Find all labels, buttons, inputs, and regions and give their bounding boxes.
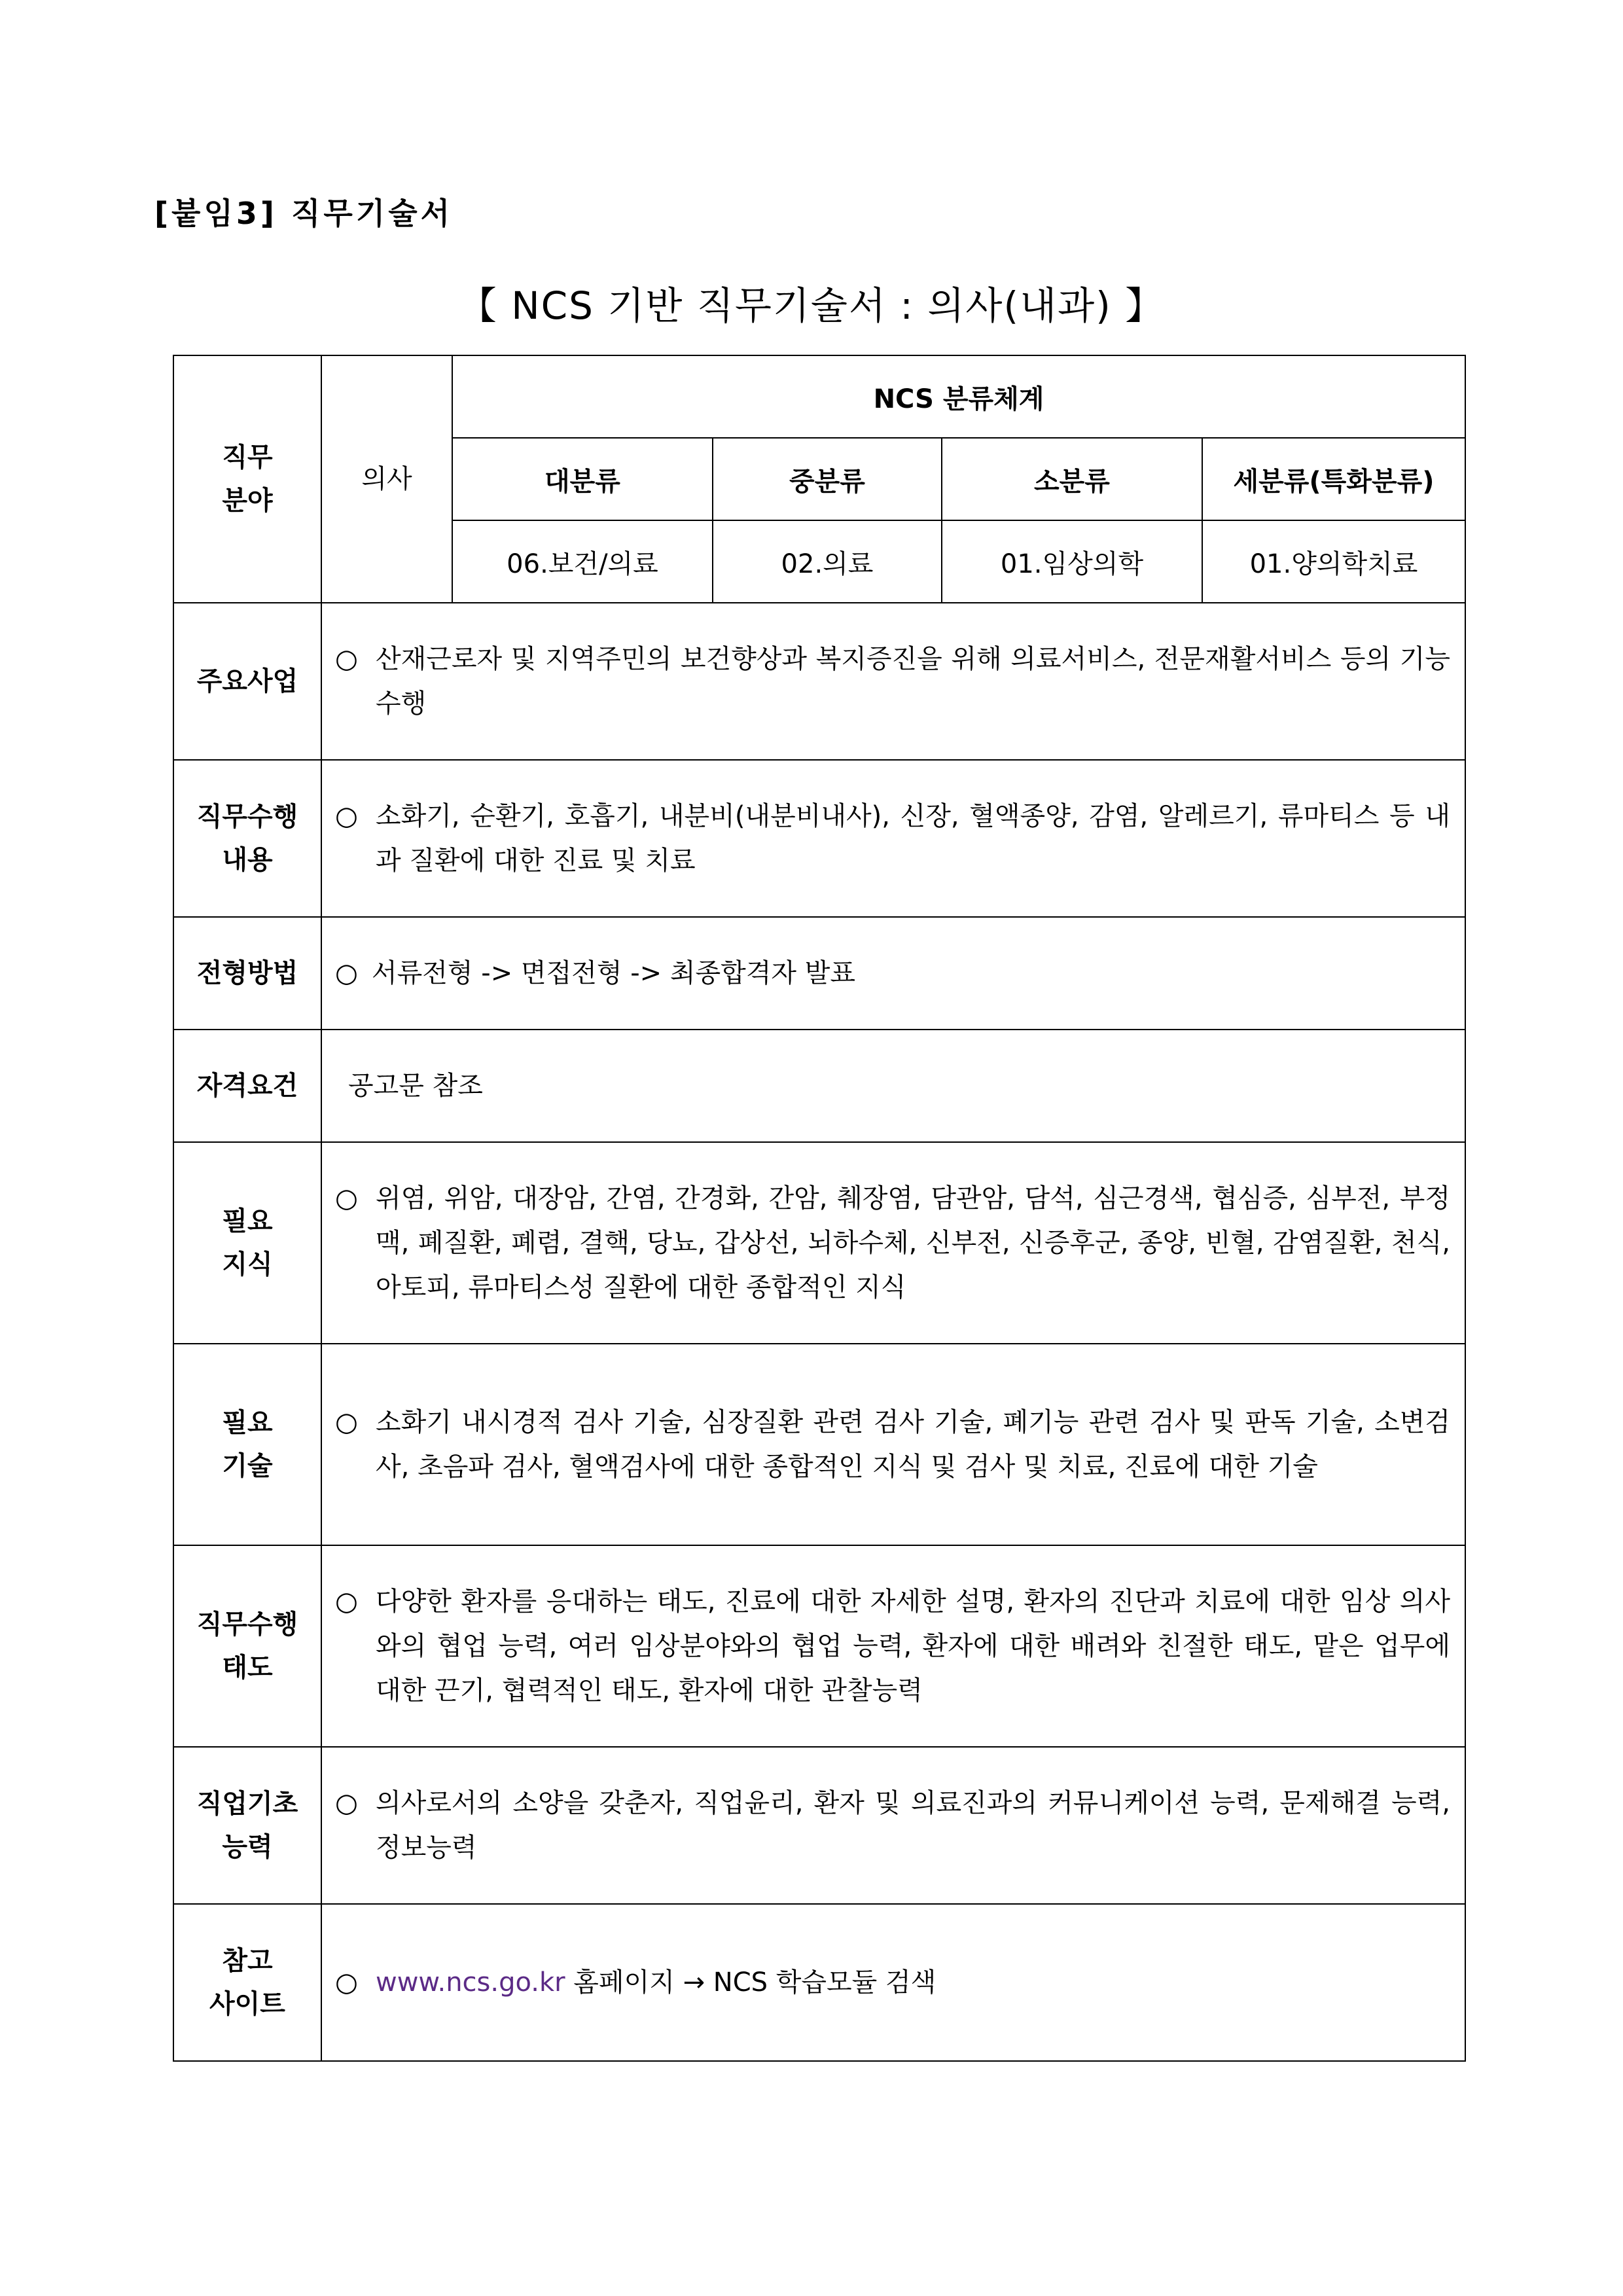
row-text: 위염, 위암, 대장암, 간염, 간경화, 간암, 췌장염, 담관암, 담석, 심근경색, 협심증, 심부전, 부정맥, 폐질환, 폐렴, 결핵, 당뇨, 갑상선, 뇌하수체, 신부전, 신증후군, 종양, 빈혈, 감염질환, 천식, 아토피, 류마티스성 질환에 대한 종합적인 지식: [376, 1183, 1450, 1302]
bullet-icon: ○: [335, 1788, 358, 1818]
row-label: [173, 1747, 321, 1904]
row-selection-method: [173, 917, 1465, 1030]
row-content: [321, 1545, 1465, 1747]
row-label: [173, 1904, 321, 2061]
row-content: [321, 1747, 1465, 1904]
row-duty-attitude: [173, 1545, 1465, 1747]
ncs-sub-category-value: 01.양의학치료: [1202, 520, 1465, 603]
row-text: 서류전형 -> 면접전형 -> 최종합격자 발표: [372, 958, 856, 988]
row-label: [173, 1545, 321, 1747]
bullet-icon: ○: [335, 1183, 358, 1213]
row-text: 홈페이지 → NCS 학습모듈 검색: [565, 1967, 936, 1998]
row-text: 소화기, 순환기, 호흡기, 내분비(내분비내사), 신장, 혈액종양, 감염, 알레르기, 류마티스 등 내과 질환에 대한 진료 및 치료: [376, 801, 1450, 876]
row-content: [321, 1030, 1465, 1142]
row-label: [173, 760, 321, 917]
row-basic-competency: [173, 1747, 1465, 1904]
ncs-minor-category-header: 소분류: [942, 438, 1202, 520]
ncs-major-category-header: 대분류: [452, 438, 713, 520]
job-field-label: [173, 355, 321, 603]
row-qualifications: [173, 1030, 1465, 1142]
row-text: 소화기 내시경적 검사 기술, 심장질환 관련 검사 기술, 폐기능 관련 검사 및 판독 기술, 소변검사, 초음파 검사, 혈액검사에 대한 종합적인 지식 및 검사 및 치료, 진료에 대한 기술: [376, 1407, 1450, 1482]
row-label-text: 주요사업: [196, 666, 298, 696]
row-label-text: 직업기초 능력: [196, 1789, 298, 1862]
row-text: 공고문 참조: [348, 1071, 483, 1101]
bullet-icon: ○: [335, 1587, 358, 1617]
row-label-text: 직무수행 내용: [196, 802, 298, 875]
bullet-icon: ○: [335, 958, 358, 988]
job-field-value: 의사: [321, 355, 452, 603]
row-content: [321, 603, 1465, 760]
row-label-text: 직무수행 태도: [196, 1609, 298, 1683]
row-label-text: 필요 기술: [222, 1408, 273, 1481]
row-main-business: [173, 603, 1465, 760]
ncs-website-link[interactable]: www.ncs.go.kr: [376, 1967, 565, 1998]
row-content: [321, 917, 1465, 1030]
document-title: 【 NCS 기반 직무기술서 : 의사(내과) 】: [458, 283, 1165, 328]
row-label: [173, 917, 321, 1030]
row-label: [173, 1030, 321, 1142]
bullet-icon: ○: [335, 1967, 358, 1998]
job-field-label-text: 직무 분야: [222, 442, 273, 516]
row-text: 산재근로자 및 지역주민의 보건향상과 복지증진을 위해 의료서비스, 전문재활서비스 등의 기능 수행: [376, 644, 1450, 719]
row-content: [321, 1904, 1465, 2061]
ncs-middle-category-value: 02.의료: [713, 520, 942, 603]
row-text: 의사로서의 소양을 갖춘자, 직업윤리, 환자 및 의료진과의 커뮤니케이션 능력, 문제해결 능력, 정보능력: [376, 1788, 1450, 1863]
row-label-text: 전형방법: [196, 958, 298, 988]
bullet-icon: ○: [335, 801, 358, 831]
row-duty-content: [173, 760, 1465, 917]
row-label-text: 참고 사이트: [209, 1946, 285, 2019]
row-content: [321, 760, 1465, 917]
ncs-major-category-value: 06.보건/의료: [452, 520, 713, 603]
row-label-text: 자격요건: [196, 1071, 298, 1101]
job-description-table: [173, 355, 1466, 2062]
row-content: [321, 1344, 1465, 1545]
ncs-sub-category-header: 세분류(특화분류): [1202, 438, 1465, 520]
ncs-middle-category-header: 중분류: [713, 438, 942, 520]
row-label: [173, 1142, 321, 1344]
row-required-skills: [173, 1344, 1465, 1545]
bullet-icon: ○: [335, 1407, 358, 1437]
row-label-text: 필요 지식: [222, 1206, 273, 1280]
row-required-knowledge: [173, 1142, 1465, 1344]
row-label: [173, 603, 321, 760]
attachment-heading: [붙임3] 직무기술서: [154, 196, 454, 231]
row-reference-site: [173, 1904, 1465, 2061]
row-content: [321, 1142, 1465, 1344]
ncs-minor-category-value: 01.임상의학: [942, 520, 1202, 603]
bullet-icon: ○: [335, 644, 358, 674]
ncs-classification-header: NCS 분류체계: [452, 355, 1465, 438]
row-label: [173, 1344, 321, 1545]
row-text: 다양한 환자를 응대하는 태도, 진료에 대한 자세한 설명, 환자의 진단과 치료에 대한 임상 의사와의 협업 능력, 여러 임상분야와의 협업 능력, 환자에 대한 배려와 친절한 태도, 맡은 업무에 대한 끈기, 협력적인 태도, 환자에 대한 관찰능력: [376, 1587, 1450, 1706]
